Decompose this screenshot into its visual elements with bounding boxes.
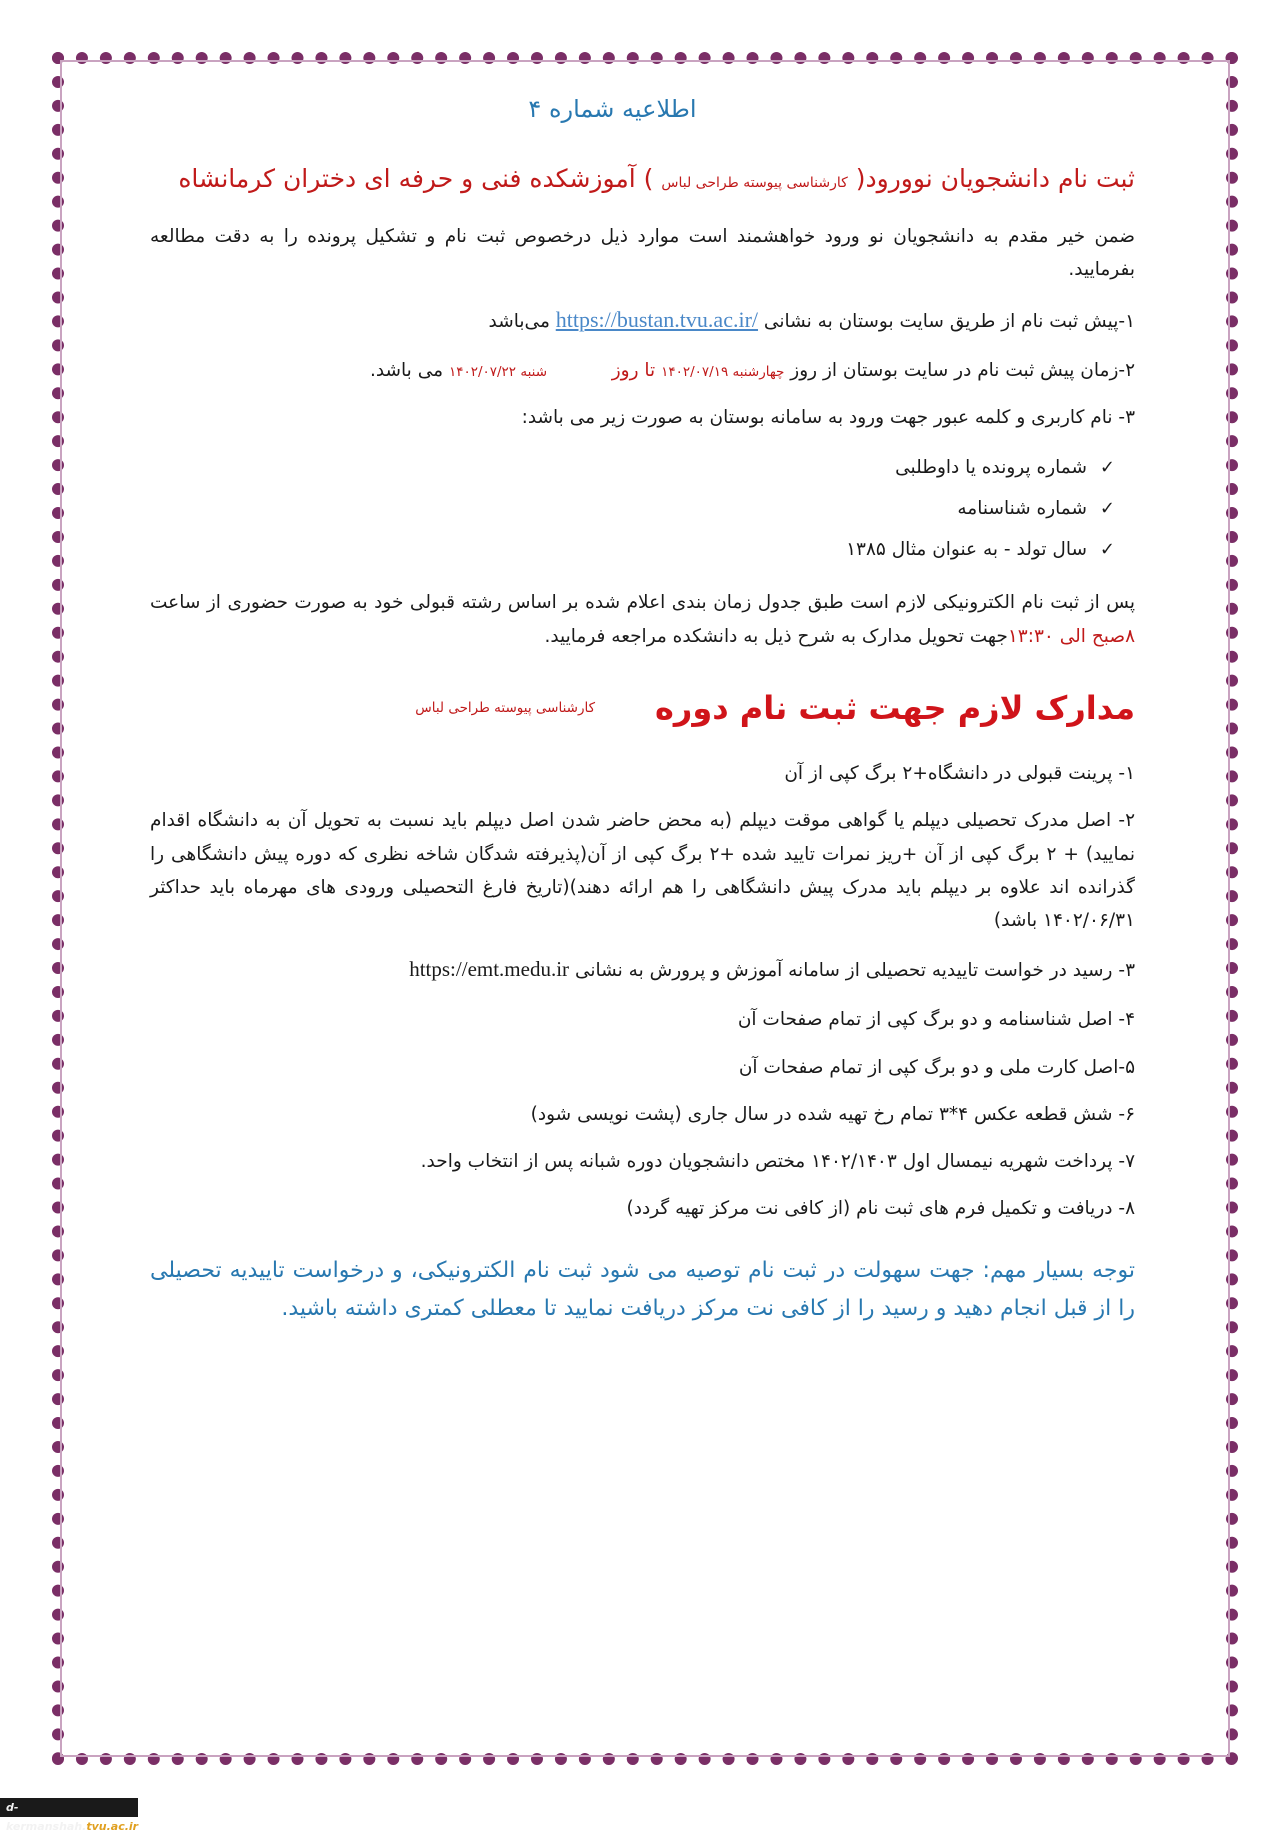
title-main: ثبت نام دانشجویان نوورود( [855, 164, 1135, 193]
list-item: ✓سال تولد - به عنوان مثال ۱۳۸۵ [150, 530, 1115, 571]
documents-title: مدارک لازم جهت ثبت نام دوره [655, 688, 1135, 727]
bustan-link[interactable]: https://bustan.tvu.ac.ir/ [555, 307, 759, 333]
doc-item-5: ۵-اصل کارت ملی و دو برگ کپی از تمام صفحات آن [738, 1056, 1135, 1078]
title-small: کارشناسی پیوسته طراحی لباس [661, 175, 848, 191]
notice-heading: اطلاعیه شماره ۴ [528, 95, 697, 123]
check-icon: ✓ [1099, 457, 1115, 479]
doc-item-4: ۴- اصل شناسنامه و دو برگ کپی از تمام صفحات آن [737, 1009, 1135, 1031]
step-2 [150, 354, 1135, 387]
documents-heading [150, 689, 1135, 727]
step-2-to: شنبه ۱۴۰۲/۰۷/۲۲ [448, 363, 548, 380]
doc-item-8: ۸- دریافت و تکمیل فرم های ثبت نام (از کافی نت مرکز تهیه گردد) [626, 1198, 1135, 1220]
step-1-tail: می‌باشد [488, 311, 550, 333]
step-2-to-label: تا روز [611, 359, 656, 381]
notice-content [150, 95, 1135, 1329]
intro-paragraph: ضمن خیر مقدم به دانشجویان نو ورود خواهشمند است موارد ذیل درخصوص ثبت نام و تشکیل پرونده را به دقت مطالعه بفرمایید. [150, 225, 1135, 280]
list-item: ✓شماره پرونده یا داوطلبی [150, 448, 1115, 489]
list-item: ✓شماره شناسنامه [150, 489, 1115, 530]
important-note: توجه بسیار مهم: جهت سهولت در ثبت نام توصیه می شود ثبت نام الکترونیکی، و درخواست تاییدیه تحصیلی را از قبل انجام دهید و رسید را از کافی نت مرکز دریافت نمایید تا معطلی کمتری داشته باشید. [150, 1257, 1135, 1322]
doc-item-6: ۶- شش قطعه عکس ۴*۳ تمام رخ تهیه شده در سال جاری (پشت نویسی شود) [530, 1103, 1135, 1125]
check-icon: ✓ [1099, 497, 1115, 519]
check-icon: ✓ [1099, 538, 1115, 560]
after-registration-paragraph: پس از ثبت نام الکترونیکی لازم است طبق جدول زمان بندی اعلام شده بر اساس رشته قبولی خود به صورت حضوری از ساعت ۸صبح الی ۱۳:۳۰جهت تحویل مدارک به شرح ذیل به دانشکده مراجعه فرمایید. [150, 592, 1135, 647]
notice-title [150, 163, 1135, 196]
step-1-text: ۱-پیش ثبت نام از طریق سایت بوستان به نشانی [763, 311, 1135, 333]
step-2-from: چهارشنبه ۱۴۰۲/۰۷/۱۹ [661, 363, 785, 380]
step-2-tail: می باشد. [369, 359, 444, 381]
medu-link[interactable]: https://emt.medu.ir [409, 957, 570, 982]
doc-item-1: ۱- پرینت قبولی در دانشگاه+۲ برگ کپی از آن [784, 762, 1135, 784]
credentials-list [150, 448, 1135, 570]
office-hours: ۸صبح الی ۱۳:۳۰ [1007, 625, 1135, 647]
documents-subtitle: کارشناسی پیوسته طراحی لباس [415, 699, 596, 716]
site-watermark: d-kermanshah.tvu.ac.ir [0, 1798, 138, 1817]
doc-item-3: ۳- رسید در خواست تاییدیه تحصیلی از سامانه آموزش و پرورش به نشانی https://emt.medu.ir [409, 957, 1135, 982]
step-3: ۳- نام کاربری و کلمه عبور جهت ورود به سامانه بوستان به صورت زیر می باشد: [521, 406, 1135, 428]
step-2-text: ۲-زمان پیش ثبت نام در سایت بوستان از روز [790, 359, 1135, 381]
doc-item-7: ۷- پرداخت شهریه نیمسال اول ۱۴۰۲/۱۴۰۳ مختص دانشجویان دوره شبانه پس از انتخاب واحد. [420, 1151, 1135, 1173]
doc-item-2: ۲- اصل مدرک تحصیلی دیپلم یا گواهی موقت دیپلم (به محض حاضر شدن اصل دیپلم باید نسبت به تحویل آن به دانشگاه اقدام نمایید) + ۲ برگ کپی از آن +ریز نمرات تایید شده +۲ برگ کپی از آن(پذیرفته شدگان شاخه نظری که دوره پیش دانشگاهی را گذرانده اند علاوه بر دیپلم باید مدرک پیش دانشگاهی را هم ارائه دهند)(تاریخ فارغ التحصیلی ورودی های مهرماه باید حداکثر ۱۴۰۲/۰۶/۳۱ باشد) [150, 810, 1135, 932]
step-1 [150, 300, 1135, 340]
title-rest: ) آموزشکده فنی و حرفه ای دختران کرمانشاه [178, 164, 654, 193]
